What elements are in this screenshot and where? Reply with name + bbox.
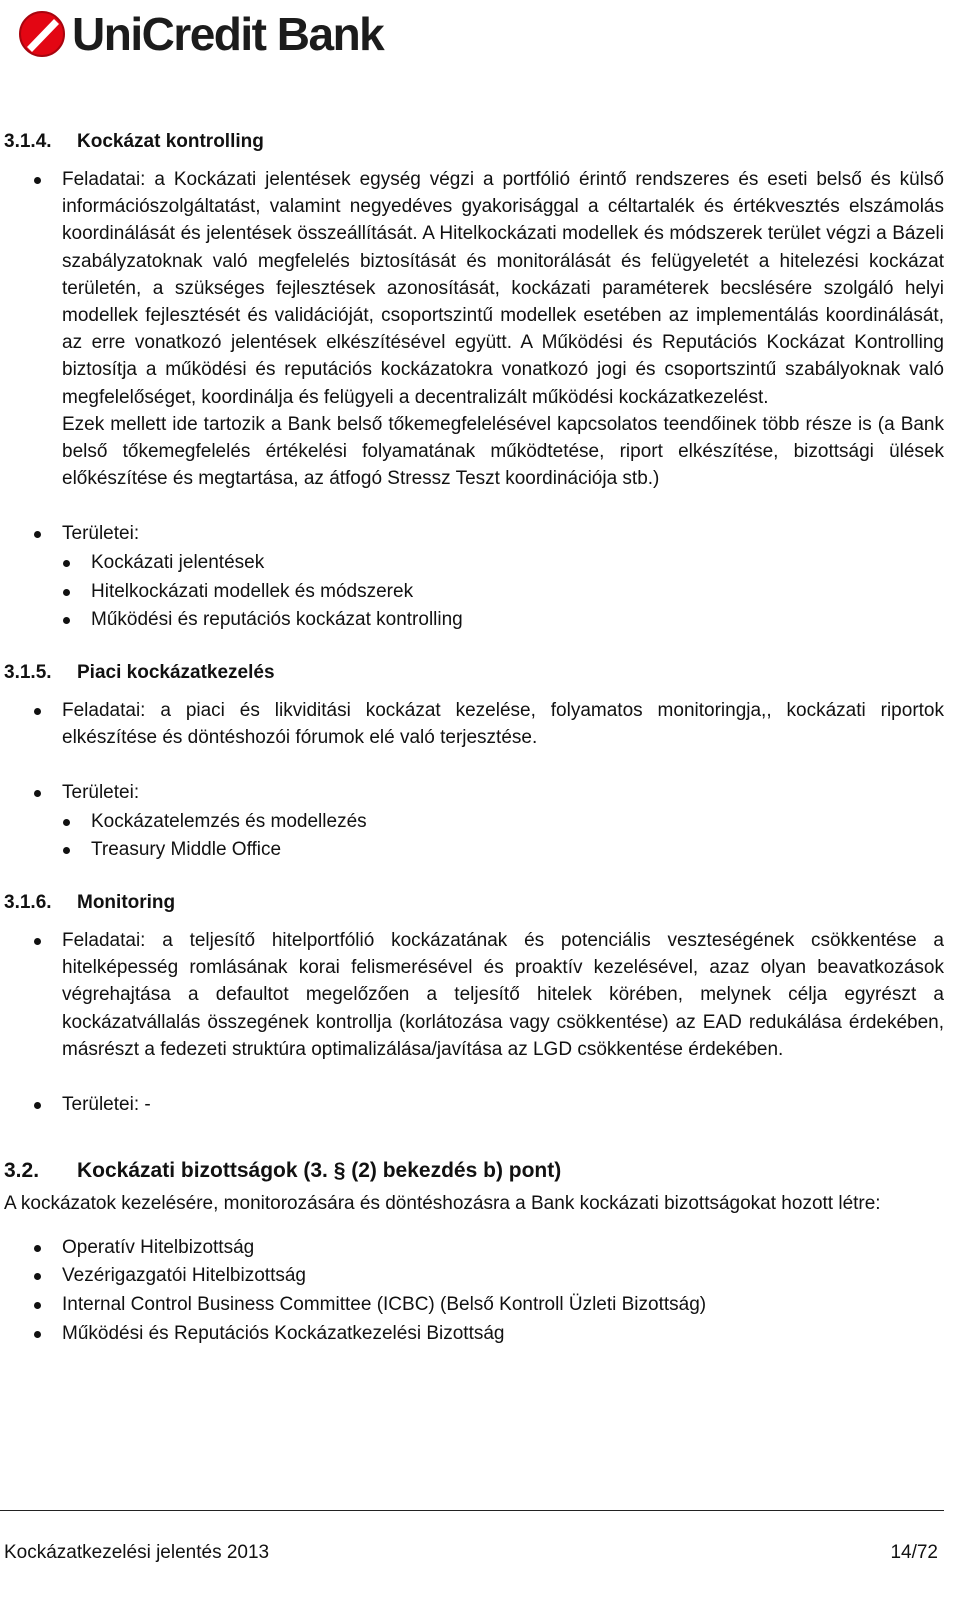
section-heading-3-1-4 [4,128,944,156]
section-heading-3-2 [4,1156,944,1186]
section-number: 3.2. [4,1159,40,1183]
section-number: 3.1.6. [4,892,52,913]
section-3-1-6-list [4,927,944,1118]
section-title: Kockázat kontrolling [77,131,264,152]
section-title: Monitoring [77,892,176,913]
section-heading-3-1-6 [4,889,944,917]
footer-title: Kockázatkezelési jelentés 2013 [4,1542,270,1563]
tasks-paragraph-2: Ezek mellett ide tartozik a Bank belső tőkemegfelelésével kapcsolatos teendőinek több része is (a Bank belső tőkemegfelelés értékelési folyamatának működtetése, riport elkészítése, bizottsági ülések előkészítése és megtartása, az átfogó Stressz Teszt koordinációja stb.) [62,413,944,490]
section-heading-3-1-5 [4,659,944,687]
list-item: Treasury Middle Office [4,836,944,865]
section-title: Piaci kockázatkezelés [77,661,275,683]
footer-divider [0,1510,944,1511]
tasks-item: Feladatai: a piaci és likviditási kockázat kezelése, folyamatos monitoringja,, kockázati riportok elkészítése és döntéshozói fórumok elé való terjesztése. [4,697,944,751]
list-item: Internal Control Business Committee (ICBC) (Belső Kontroll Üzleti Bizottság) [4,1291,944,1320]
list-item: Vezérigazgatói Hitelbizottság [4,1262,944,1291]
list-item: Operatív Hitelbizottság [4,1234,944,1263]
section-number: 3.1.4. [4,131,52,152]
section-3-1-4-list [4,166,944,635]
areas-list [62,549,944,635]
list-item: Kockázati jelentések [4,549,944,578]
unicredit-logo [18,6,384,62]
list-item: Működési és Reputációs Kockázatkezelési Bizottság [4,1320,944,1349]
committees-intro: A kockázatok kezelésére, monitorozására és döntéshozásra a Bank kockázati bizottságokat hozott létre: [4,1193,881,1215]
list-item: Működési és reputációs kockázat kontrolling [4,606,944,635]
logo-text: UniCredit Bank [72,8,384,60]
list-item: Hitelkockázati modellek és módszerek [4,578,944,607]
tasks-paragraph-1: Feladatai: a Kockázati jelentések egység végzi a portfólió érintő rendszeres és eseti belső és külső információszolgáltatást, valamint negyedéves gyakorisággal a céltartalék és értékvesztés elszámolás koordinálását és jelentések összeállítását. A Hitelkockázati modellek és módszerek terület végzi a Bázeli szabályzatoknak való megfelelés biztosítását és monitorálását és felügyeletét a hitelezési kockázat területén, a szükséges fejlesztések azonosítását, kockázati paraméterek becslésére szolgáló helyi modellek fejlesztését és validációját, csoportszintű modellek esetében az implementálás koordinálását, az erre vonatkozó jelentések elkészítésével együtt. A Működési és Reputációs Kockázat Kontrolling biztosítja a működési és reputációs kockázatokra vonatkozó jogi és csoportszintű szabályoknak való megfelelőséget, koordinálja és felügyeli a decentralizált működési kockázatkezelést. [62,169,944,408]
areas-item: Területei: - [4,1091,944,1118]
list-item: Kockázatelemzés és modellezés [4,808,944,837]
tasks-item [4,166,944,492]
areas-label: Területei: [62,782,140,804]
document-body [4,128,944,1348]
areas-label: Területei: [62,523,140,545]
unicredit-logo-icon [18,10,66,58]
committees-list [4,1234,944,1348]
areas-item [4,520,944,634]
page-number: 14/72 [890,1542,938,1563]
areas-list [62,808,944,865]
section-title: Kockázati bizottságok (3. § (2) bekezdés b) pont) [77,1159,562,1183]
section-number: 3.1.5. [4,661,52,683]
section-3-1-5-list [4,697,944,865]
tasks-item: Feladatai: a teljesítő hitelportfólió kockázatának és potenciális veszteségének csökkentése a hitelképesség romlásának korai felismerésével és proaktív kezelésével, azaz olyan beavatkozások végrehajtása a defaultot megelőzően a teljesítő hitelek körében, melynek célja egyrészt a kockázatvállalás összegének kontrollja (korlátozása vagy csökkentése) az EAD redukálása érdekében, másrészt a fedezeti struktúra optimalizálása/javítása az LGD csökkentése érdekében. [4,927,944,1063]
areas-item [4,779,944,865]
